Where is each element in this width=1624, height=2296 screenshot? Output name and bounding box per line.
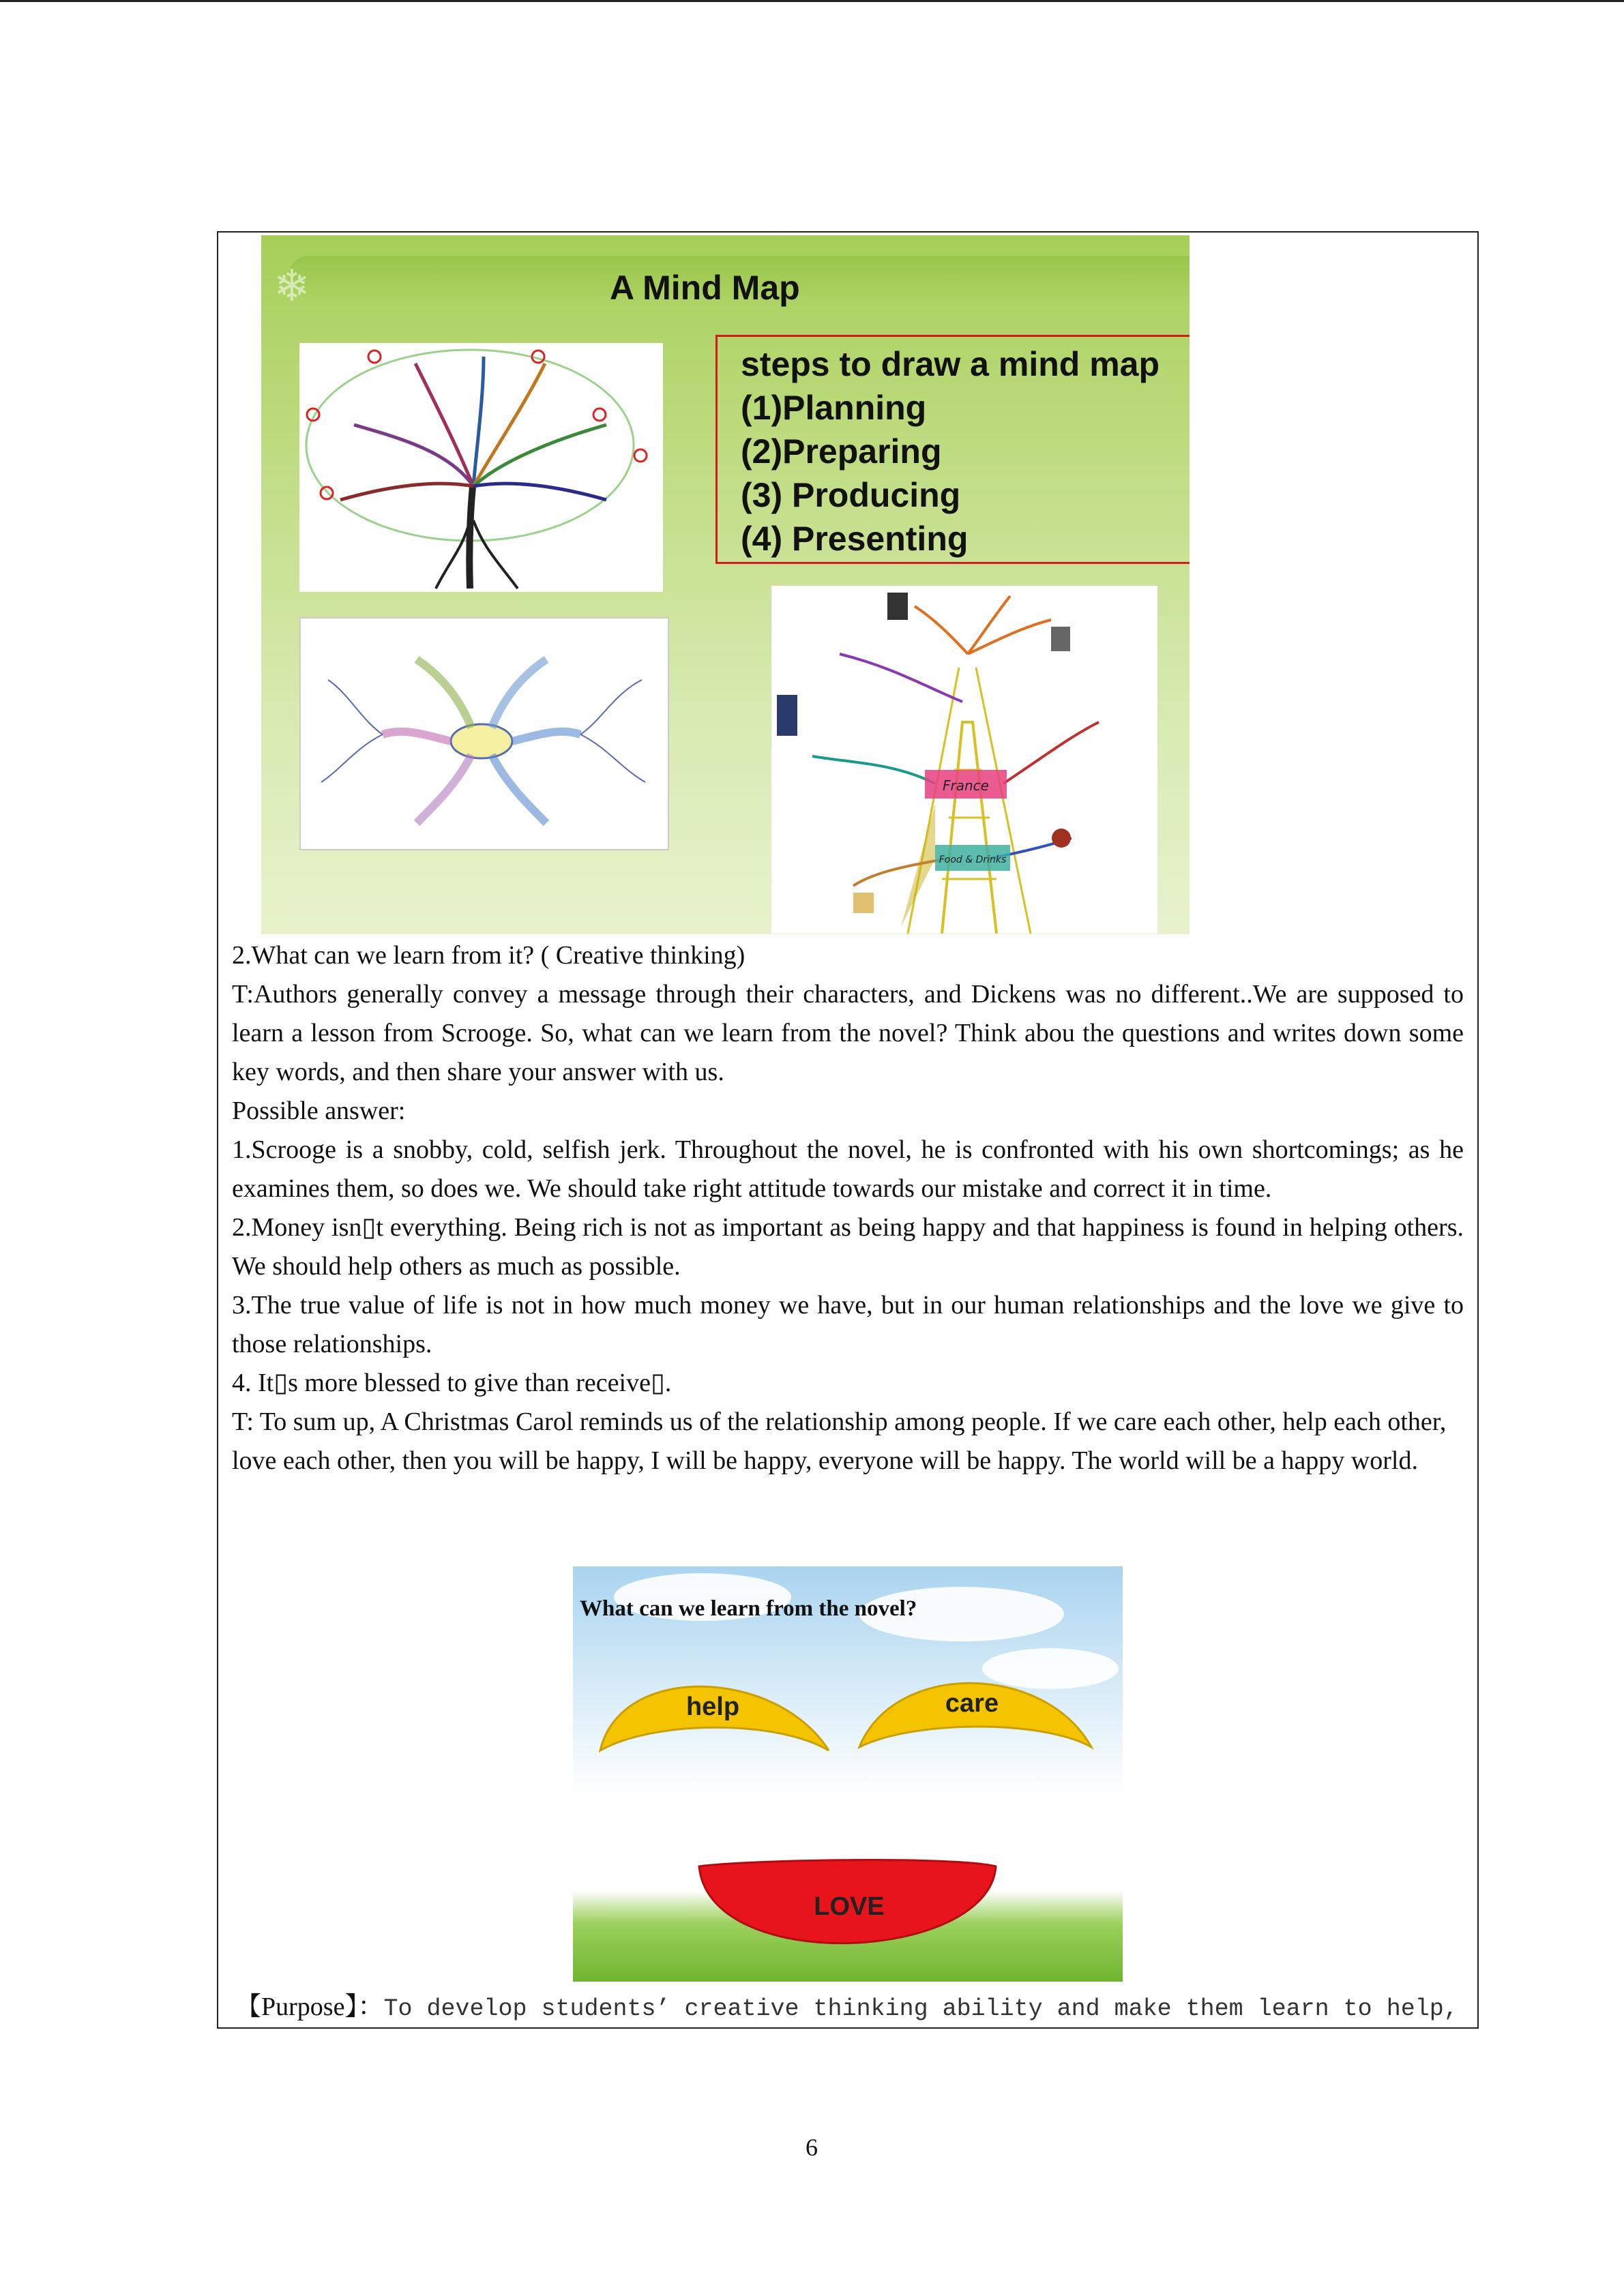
france-mind-map-image — [771, 586, 1157, 934]
bubble-mind-map-image — [299, 617, 669, 850]
paragraph-answer-3: 3.The true value of life is not in how much money we have, but in our human relationships and the love we give to those relationships. — [232, 1291, 1464, 1358]
france-center-label: France — [943, 777, 989, 794]
purpose-text: To develop students’ creative thinking ability and make them learn to help, — [383, 1995, 1458, 2023]
section-heading-block — [232, 936, 1464, 975]
paragraph-summary: T: To sum up, A Christmas Carol reminds us of the relationship among people. If we care each other, help each other, love each other, then you will be happy, I will be happy, everyone will be happy. The world will be a happy world. — [232, 1407, 1447, 1475]
section-heading: 2.What can we learn from it? ( Creative thinking) — [232, 941, 745, 970]
learn-question: What can we learn from the novel? — [580, 1596, 917, 1621]
snowflake-icon: ❄ — [274, 261, 310, 312]
learn-slide — [573, 1566, 1123, 1982]
step-preparing: (2)Preparing — [741, 432, 942, 471]
slide-title: A Mind Map — [610, 269, 800, 307]
mind-map-slide — [261, 235, 1190, 934]
france-food-label: Food & Drinks — [939, 854, 1007, 865]
paragraph-answer-2: 2.Money isn▯t everything. Being rich is not as important as being happy and that happiness is found in helping others. We should help others as much as possible. — [232, 1213, 1464, 1281]
paragraph-intro: T:Authors generally convey a message through their characters, and Dickens was no different..We are supposed to learn a lesson from Scrooge. So, what can we learn from the novel? Think abou the questions and writes down some key words, and then share your answer with us. — [232, 980, 1464, 1086]
step-planning: (1)Planning — [741, 389, 927, 427]
purpose-label: 【Purpose】： — [235, 1993, 384, 2021]
page-top-rule — [0, 0, 1624, 2]
purpose-line — [235, 1990, 1458, 2026]
care-label: care — [945, 1689, 999, 1718]
body-text — [232, 975, 1464, 1480]
page-number: 6 — [806, 2134, 818, 2161]
step-producing: (3) Producing — [741, 476, 961, 514]
paragraph-answer-4: 4. It▯s more blessed to give than receive▯. — [232, 1369, 672, 1397]
paragraph-possible-answer: Possible answer: — [232, 1097, 406, 1125]
tree-mind-map-image — [299, 343, 663, 592]
steps-heading: steps to draw a mind map — [741, 345, 1160, 383]
help-label: help — [685, 1693, 740, 1721]
paragraph-answer-1: 1.Scrooge is a snobby, cold, selfish jerk. Throughout the novel, he is confronted with his own shortcomings; as he examines them, so does we. We should take right attitude towards our mistake and correct it in time. — [232, 1135, 1464, 1203]
mind-map-steps-box — [715, 335, 1190, 564]
love-label: LOVE — [814, 1892, 885, 1921]
step-presenting: (4) Presenting — [741, 520, 969, 558]
